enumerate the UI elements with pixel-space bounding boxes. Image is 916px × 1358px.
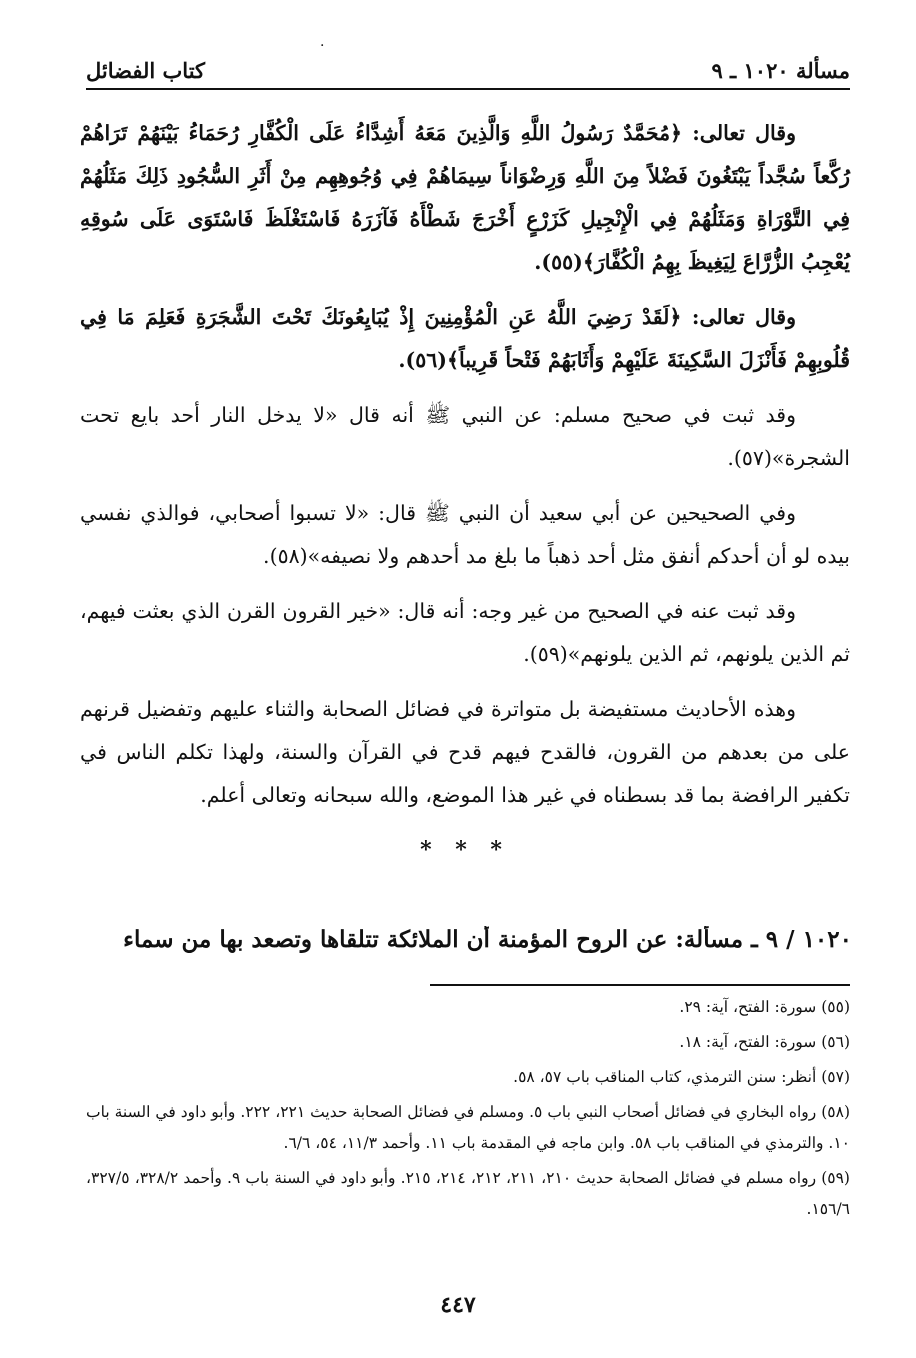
page-number: ٤٤٧ xyxy=(440,1292,476,1318)
footnote-58: (٥٨) رواه البخاري في فضائل أصحاب النبي باب ٥. ومسلم في فضائل الصحابة حديث ٢٢١، ٢٢٢. وأبو داود في السنة باب ١٠. والترمذي في المناقب باب ٥٨. وابن ماجه في المقدمة باب ١١. وأحمد ١١/٣، ٥٤، ٦/٦. xyxy=(86,1103,850,1152)
paragraph-quran-2: وقال تعالى: ﴿لَقَدْ رَضِيَ اللَّهُ عَنِ الْمُؤْمِنِينَ إِذْ يُبَايِعُونَكَ تَحْتَ الشَّجَرَةِ فَعَلِمَ مَا فِي قُلُوبِهِمْ فَأَنْزَلَ السَّكِينَةَ عَلَيْهِمْ وَأَثَابَهُمْ فَتْحاً قَرِيباً﴾(٥٦). xyxy=(80,305,850,372)
footnotes xyxy=(86,992,850,1229)
main-text xyxy=(80,112,850,880)
paragraph-conclusion: وهذه الأحاديث مستفيضة بل متواترة في فضائل الصحابة والثناء عليهم وتفضيل قرنهم على من بعدهم من القرون، فالقدح فيهم قدح في القرآن والسنة، ولهذا تكلم الناس في تكفير الرافضة بما قد بسطناه في غير هذا الموضع، والله سبحانه وتعالى أعلم. xyxy=(80,697,850,807)
paragraph-quran-1: وقال تعالى: ﴿مُحَمَّدٌ رَسُولُ اللَّهِ وَالَّذِينَ مَعَهُ أَشِدَّاءُ عَلَى الْكُفَّارِ رُحَمَاءُ بَيْنَهُمْ تَرَاهُمْ رُكَّعاً سُجَّداً يَبْتَغُونَ فَضْلاً مِنَ اللَّهِ وَرِضْوَاناً سِيمَاهُمْ فِي وُجُوهِهِم مِنْ أَثَرِ السُّجُودِ ذَلِكَ مَثَلُهُمْ فِي التَّوْرَاةِ وَمَثَلُهُمْ فِي الْإِنْجِيلِ كَزَرْعٍ أَخْرَجَ شَطْأَهُ فَآزَرَهُ فَاسْتَغْلَظَ فَاسْتَوَى عَلَى سُوقِهِ يُعْجِبُ الزُّرَّاعَ لِيَغِيظَ بِهِمُ الْكُفَّارَ﴾(٥٥). xyxy=(80,121,850,274)
footnote-rule xyxy=(430,984,850,986)
section-heading: ١٠٢٠ / ٩ ـ مسألة: عن الروح المؤمنة أن الملائكة تتلقاها وتصعد بها من سماء xyxy=(123,926,852,953)
footnote-55: (٥٥) سورة: الفتح، آية: ٢٩. xyxy=(679,998,850,1016)
running-header xyxy=(86,58,850,90)
paragraph-hadith-1: وقد ثبت في صحيح مسلم: عن النبي ﷺ أنه قال «لا يدخل النار أحد بايع تحت الشجرة»(٥٧). xyxy=(80,403,850,470)
header-issue-label: مسألة ١٠٢٠ ـ ٩ xyxy=(711,58,850,83)
section-separator: * * * xyxy=(420,837,510,863)
footnote-56: (٥٦) سورة: الفتح، آية: ١٨. xyxy=(679,1033,850,1051)
header-rule xyxy=(86,88,850,90)
footnote-57: (٥٧) أنظر: سنن الترمذي، كتاب المناقب باب ٥٧، ٥٨. xyxy=(513,1068,850,1086)
footnote-59: (٥٩) رواه مسلم في فضائل الصحابة حديث ٢١٠، ٢١١، ٢١٢، ٢١٤، ٢١٥. وأبو داود في السنة باب ٩. وأحمد ٣٢٨/٢، ٣٢٧/٥، ١٥٦/٦. xyxy=(86,1169,850,1218)
paragraph-hadith-2: وفي الصحيحين عن أبي سعيد أن النبي ﷺ قال: «لا تسبوا أصحابي، فوالذي نفسي بيده لو أن أحدكم أنفق مثل أحد ذهباً ما بلغ مد أحدهم ولا نصيفه»(٥٨). xyxy=(80,501,850,568)
scan-speck: · xyxy=(320,38,325,54)
paragraph-hadith-3: وقد ثبت عنه في الصحيح من غير وجه: أنه قال: «خير القرون القرن الذي بعثت فيهم، ثم الذين يلونهم، ثم الذين يلونهم»(٥٩). xyxy=(80,599,850,666)
header-chapter-title: كتاب الفضائل xyxy=(86,58,206,83)
